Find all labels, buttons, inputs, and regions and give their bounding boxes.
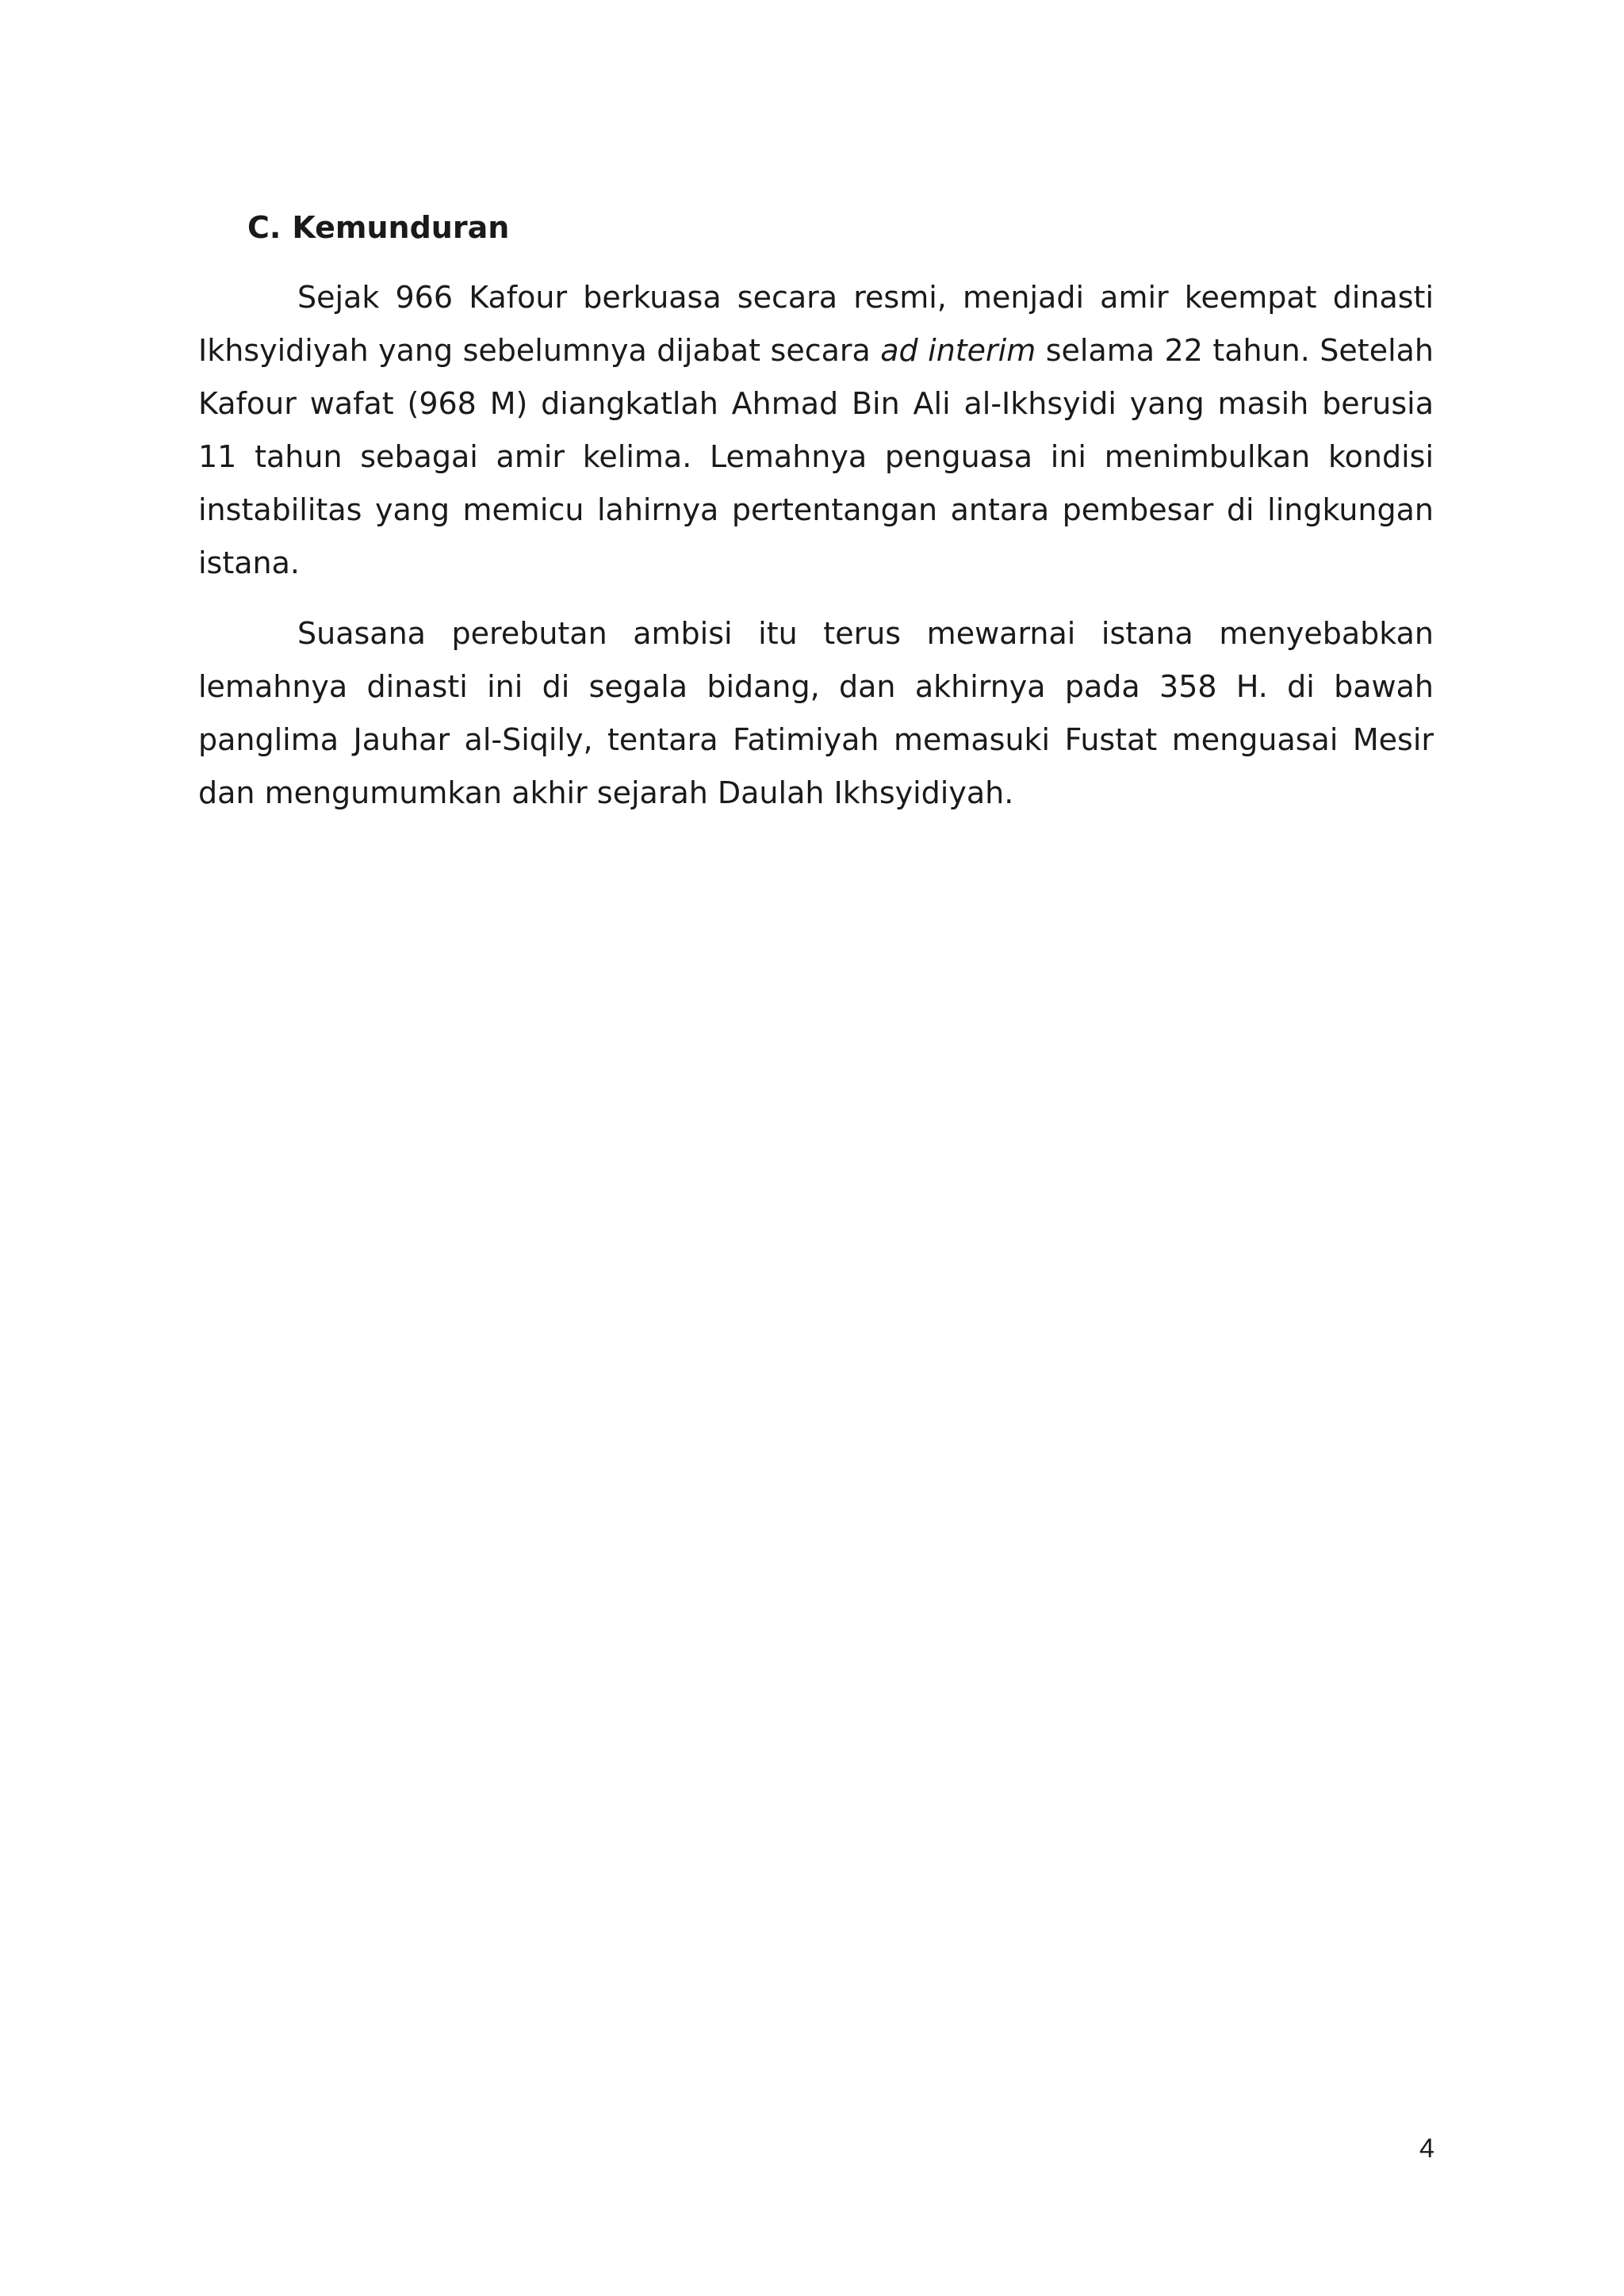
paragraph-1-part-1: Sejak 966 Kafour berkuasa secara resmi, menjadi amir keempat dinasti Ikhsyidiyah yang sebelumnya dijabat secara: [198, 280, 1434, 368]
paragraph-1: [198, 271, 1434, 590]
paragraph-1-emphasis: ad interim: [880, 333, 1036, 368]
section-letter: C.: [247, 210, 282, 245]
paragraph-2: Suasana perebutan ambisi itu terus mewarnai istana menyebabkan lemahnya dinasti ini di segala bidang, dan akhirnya pada 358 H. di bawah panglima Jauhar al-Siqily, tentara Fatimiyah memasuki Fustat menguasai Mesir dan mengumumkan akhir sejarah Daulah Ikhsyidiyah.: [198, 616, 1434, 810]
section-title: Kemunduran: [292, 210, 510, 245]
page-number: 4: [1419, 2133, 1434, 2164]
paragraph-1-part-2: selama 22 tahun. Setelah Kafour wafat (968 M) diangkatlah Ahmad Bin Ali al-Ikhsyidi yang masih berusia 11 tahun sebagai amir kelima. Lemahnya penguasa ini menimbulkan kondisi instabilitas yang memicu lahirnya pertentangan antara pembesar di lingkungan istana.: [198, 333, 1434, 580]
section-heading: [247, 208, 509, 247]
